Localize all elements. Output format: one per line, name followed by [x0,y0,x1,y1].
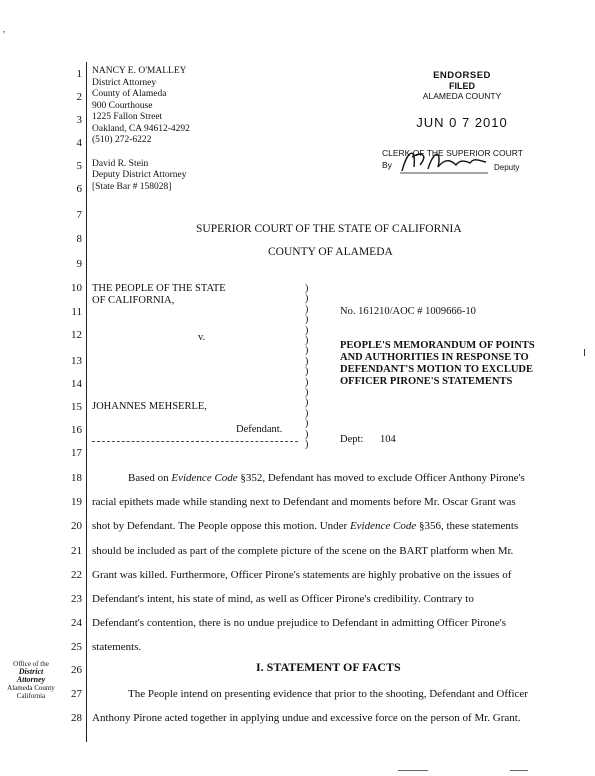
line-number: 13 [71,355,82,367]
caption-paren: ) [305,355,309,367]
body-paragraph-2-line1: The People intend on presenting evidence that prior to the shooting, Defendant and Officer [128,688,528,700]
filing-stamp [392,70,532,130]
body-text-segment: shot by Defendant. The People oppose this motion. Under [92,520,350,532]
court-county: COUNTY OF ALAMEDA [268,246,393,258]
caption-paren: ) [305,418,309,430]
margin-mark-right [584,349,585,356]
body-text-segment: should be included as part of the complete picture of the scene on the BART platform when Mr. [92,545,514,557]
attorney-title: District Attorney [92,77,157,88]
line-number: 26 [71,664,82,676]
line-number: 12 [71,329,82,341]
attorney-block [92,66,190,193]
line-number: 7 [76,209,82,221]
body-text-segment: §352, Defendant has moved to exclude Officer Anthony Pirone's [237,472,525,484]
body-text-segment: racial epithets made while standing next to Defendant and moments before Mr. Oscar Grant was [92,496,516,508]
stamp-by-label: By [382,160,392,170]
line-number: 27 [71,688,82,700]
line-number: 18 [71,472,82,484]
caption-paren: ) [305,397,309,409]
line-number: 23 [71,593,82,605]
caption-paren: ) [305,366,309,378]
case-number: No. 161210/AOC # 1009666-10 [340,306,476,317]
body-line [92,641,141,653]
defendant-name: JOHANNES MEHSERLE, [92,401,207,412]
line-number: 10 [71,282,82,294]
deputy-bar: [State Bar # 158028] [92,181,172,192]
attorney-phone: (510) 272-6222 [92,135,152,145]
body-line [92,569,511,581]
deputy-name: David R. Stein [92,158,149,169]
line-number: 17 [71,447,82,459]
caption-paren: ) [305,335,309,346]
body-line [92,593,474,605]
caption-paren: ) [305,387,309,398]
line-number: 11 [71,306,82,318]
body-text-segment: Defendant's contention, there is no undue prejudice to Defendant in admitting Officer Pirone's [92,617,507,629]
line-number: 28 [71,712,82,724]
corner-mark: , [3,24,6,34]
body-text-segment: Defendant's intent, his state of mind, as well as Officer Pirone's credibility. Contrary to [92,593,474,605]
caption-paren: ) [305,428,309,440]
line-number: 14 [71,378,82,390]
body-line [92,545,513,557]
pleading-rule [86,62,87,742]
caption-paren: ) [305,376,309,388]
office-line2: District [18,667,44,676]
line-number: 8 [76,233,82,245]
doc-title-line2: AND AUTHORITIES IN RESPONSE TO [340,352,529,363]
body-line [92,496,516,508]
body-text-segment: Based on [128,472,172,484]
office-footer [4,660,58,700]
attorney-county: County of Alameda [92,89,167,99]
caption-paren: ) [305,439,309,450]
body-line [92,617,506,629]
caption-paren: ) [305,303,309,315]
body-line [128,472,525,484]
stamp-date: JUN 0 7 2010 [416,115,508,130]
caption-underline [92,441,298,442]
body-text-segment: statements. [92,641,142,653]
line-number: 21 [71,545,82,557]
plaintiff-line2: OF CALIFORNIA, [92,295,175,306]
attorney-name: NANCY E. O'MALLEY [92,66,187,76]
body-text-segment: §356, these statements [416,520,519,532]
versus-label: v. [198,332,206,343]
doc-title-line4: OFFICER PIRONE'S STATEMENTS [340,376,513,387]
caption-paren: ) [305,314,309,326]
office-line5: California [16,692,46,700]
defendant-label: Defendant. [236,424,283,435]
line-number: 9 [76,258,82,270]
line-number: 2 [76,91,82,103]
deputy-title: Deputy District Attorney [92,170,187,180]
office-line1: Office of the [13,660,49,668]
office-line3: Attorney [16,675,46,684]
caption-paren: ) [305,324,309,336]
attorney-building: 900 Courthouse [92,100,153,111]
caption-paren: ) [305,283,309,294]
plaintiff-line1: THE PEOPLE OF THE STATE [92,283,226,294]
stamp-county: ALAMEDA COUNTY [422,91,502,101]
body-line [92,520,518,532]
statute-reference: Evidence Code [171,472,238,484]
line-number: 6 [76,183,82,195]
bottom-mark [398,770,428,771]
court-name: SUPERIOR COURT OF THE STATE OF CALIFORNIA [196,223,462,235]
body-paragraph-2-line2: Anthony Pirone acted together in applying undue and excessive force on the person of Mr. Grant. [92,712,521,724]
dept-value: 104 [380,434,396,445]
line-number: 25 [71,641,82,653]
document-title [340,340,535,388]
line-number: 24 [71,617,82,629]
attorney-city: Oakland, CA 94612-4292 [92,123,190,134]
body-text-segment: Grant was killed. Furthermore, Officer Pirone's statements are highly probative on the issues of [92,569,512,581]
line-number: 19 [71,496,82,508]
statute-reference: Evidence Code [349,520,417,532]
doc-title-line1: PEOPLE'S MEMORANDUM OF POINTS [340,340,535,351]
line-number: 4 [76,137,82,149]
stamp-filed: FILED [449,81,475,91]
office-line4: Alameda County [7,684,55,692]
clerk-signature [398,143,490,177]
bottom-mark-2 [510,770,528,771]
line-number: 3 [76,114,82,126]
line-number: 22 [71,569,82,581]
doc-title-line3: DEFENDANT'S MOTION TO EXCLUDE [340,364,534,375]
stamp-endorsed: ENDORSED [433,70,491,81]
stamp-clerk: CLERK OF THE SUPERIOR COURT [382,148,523,158]
stamp-deputy-label: Deputy [494,163,520,172]
caption-paren: ) [305,345,309,357]
line-number: 16 [71,424,82,436]
attorney-street: 1225 Fallon Street [92,112,163,122]
line-number: 1 [76,68,82,80]
line-number: 20 [71,520,82,532]
dept-label: Dept: [340,434,364,445]
caption-paren: ) [305,407,309,419]
caption-paren: ) [305,293,309,305]
plaintiff-caption [92,283,226,307]
section-heading: I. STATEMENT OF FACTS [256,660,401,674]
line-number: 15 [71,401,82,413]
line-number: 5 [76,160,82,172]
